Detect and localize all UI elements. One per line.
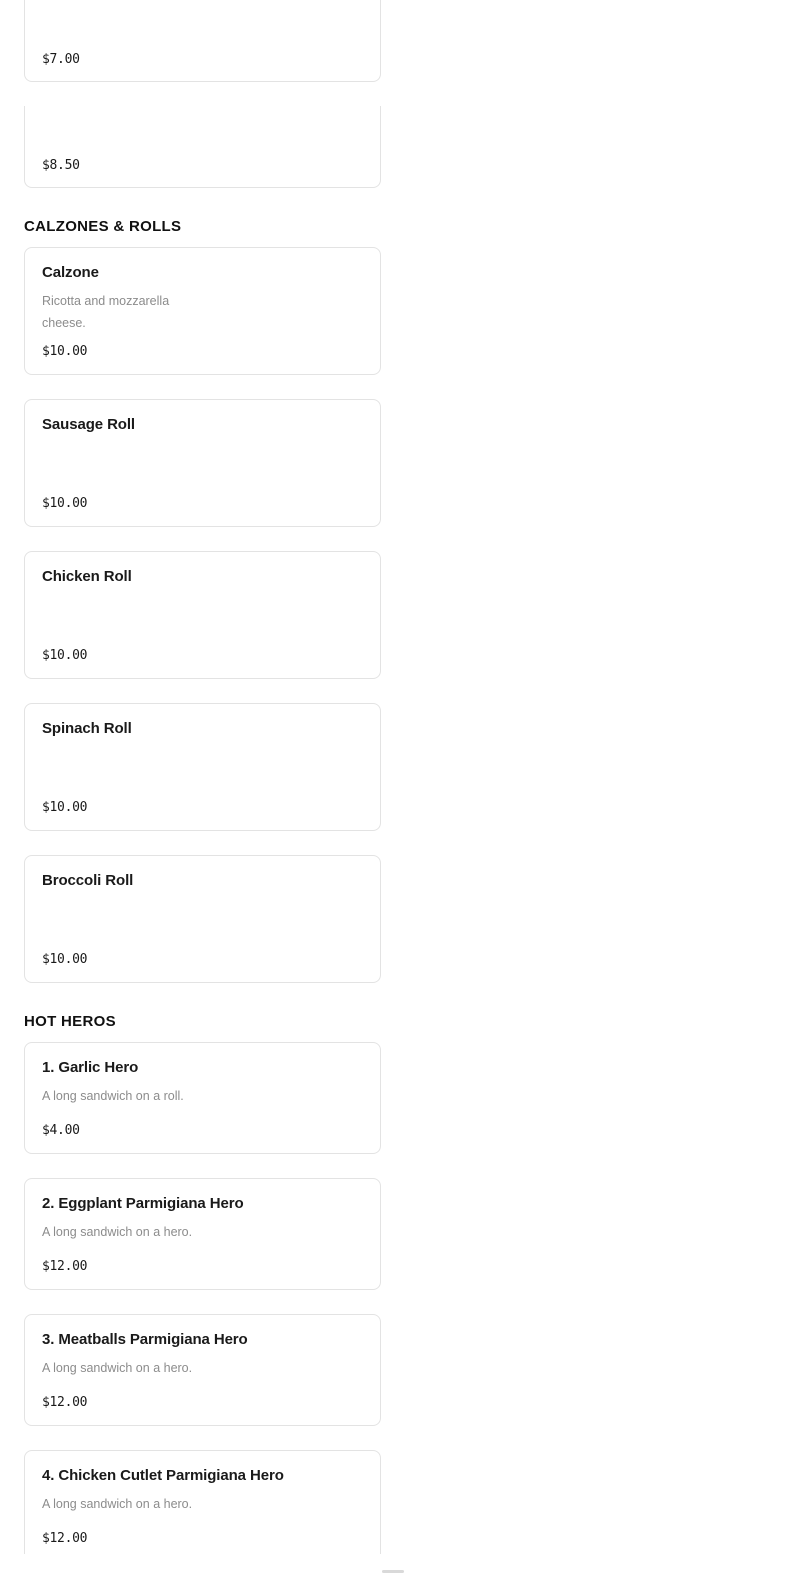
menu-item-card[interactable] — [24, 0, 381, 82]
item-price: $12.00 — [42, 1531, 88, 1546]
item-name: Spinach Roll — [42, 720, 132, 737]
menu-item-card[interactable] — [24, 1042, 381, 1154]
item-price: $8.50 — [42, 158, 80, 173]
item-price: $10.00 — [42, 344, 88, 359]
item-description: Ricotta and mozzarella cheese. — [42, 293, 170, 330]
section-grid-hot-heros — [24, 1042, 761, 1562]
item-name: 2. Eggplant Parmigiana Hero — [42, 1195, 244, 1212]
section-grid-calzones-rolls — [24, 247, 761, 983]
menu-item-card[interactable] — [24, 399, 381, 527]
menu-item-info — [42, 1059, 363, 1121]
menu-item-card[interactable] — [24, 106, 381, 188]
partial-top-row — [24, 0, 761, 188]
menu-item-card[interactable] — [24, 703, 381, 831]
menu-item-info — [42, 568, 363, 646]
menu-item-info — [42, 264, 363, 342]
item-price: $12.00 — [42, 1259, 88, 1274]
item-price: $10.00 — [42, 648, 88, 663]
item-name: Calzone — [42, 264, 99, 281]
item-name: 3. Meatballs Parmigiana Hero — [42, 1331, 248, 1348]
item-description: A long sandwich on a hero. — [42, 1224, 193, 1239]
item-price: $7.00 — [42, 52, 80, 67]
item-description: A long sandwich on a roll. — [42, 1088, 184, 1103]
menu-item-card[interactable] — [24, 855, 381, 983]
menu-item-info — [42, 872, 363, 950]
item-price: $12.00 — [42, 1395, 88, 1410]
item-name: Chicken Roll — [42, 568, 132, 585]
section-title-hot-heros: HOT HEROS — [24, 1013, 116, 1030]
scroll-indicator[interactable] — [382, 1570, 404, 1573]
item-description: A long sandwich on a hero. — [42, 1360, 193, 1375]
menu-item-card[interactable] — [24, 551, 381, 679]
item-name: Broccoli Roll — [42, 872, 134, 889]
menu-item-info — [42, 1331, 363, 1393]
section-title-calzones-rolls: CALZONES & ROLLS — [24, 218, 182, 235]
item-price: $10.00 — [42, 496, 88, 511]
menu-item-info — [42, 1467, 363, 1529]
item-name: 1. Garlic Hero — [42, 1059, 139, 1076]
menu-item-info — [42, 720, 363, 798]
item-price: $10.00 — [42, 800, 88, 815]
menu-item-info — [42, 1195, 363, 1257]
menu-item-info — [42, 416, 363, 494]
menu-item-card[interactable] — [24, 247, 381, 375]
item-name: Sausage Roll — [42, 416, 135, 433]
item-name: 4. Chicken Cutlet Parmigiana Hero — [42, 1467, 284, 1484]
menu-item-card[interactable] — [24, 1178, 381, 1290]
menu-item-card[interactable] — [24, 1450, 381, 1562]
item-description: A long sandwich on a hero. — [42, 1496, 193, 1511]
bottom-edge — [0, 1554, 785, 1576]
item-price: $4.00 — [42, 1123, 80, 1138]
item-price: $10.00 — [42, 952, 88, 967]
menu-item-card[interactable] — [24, 1314, 381, 1426]
